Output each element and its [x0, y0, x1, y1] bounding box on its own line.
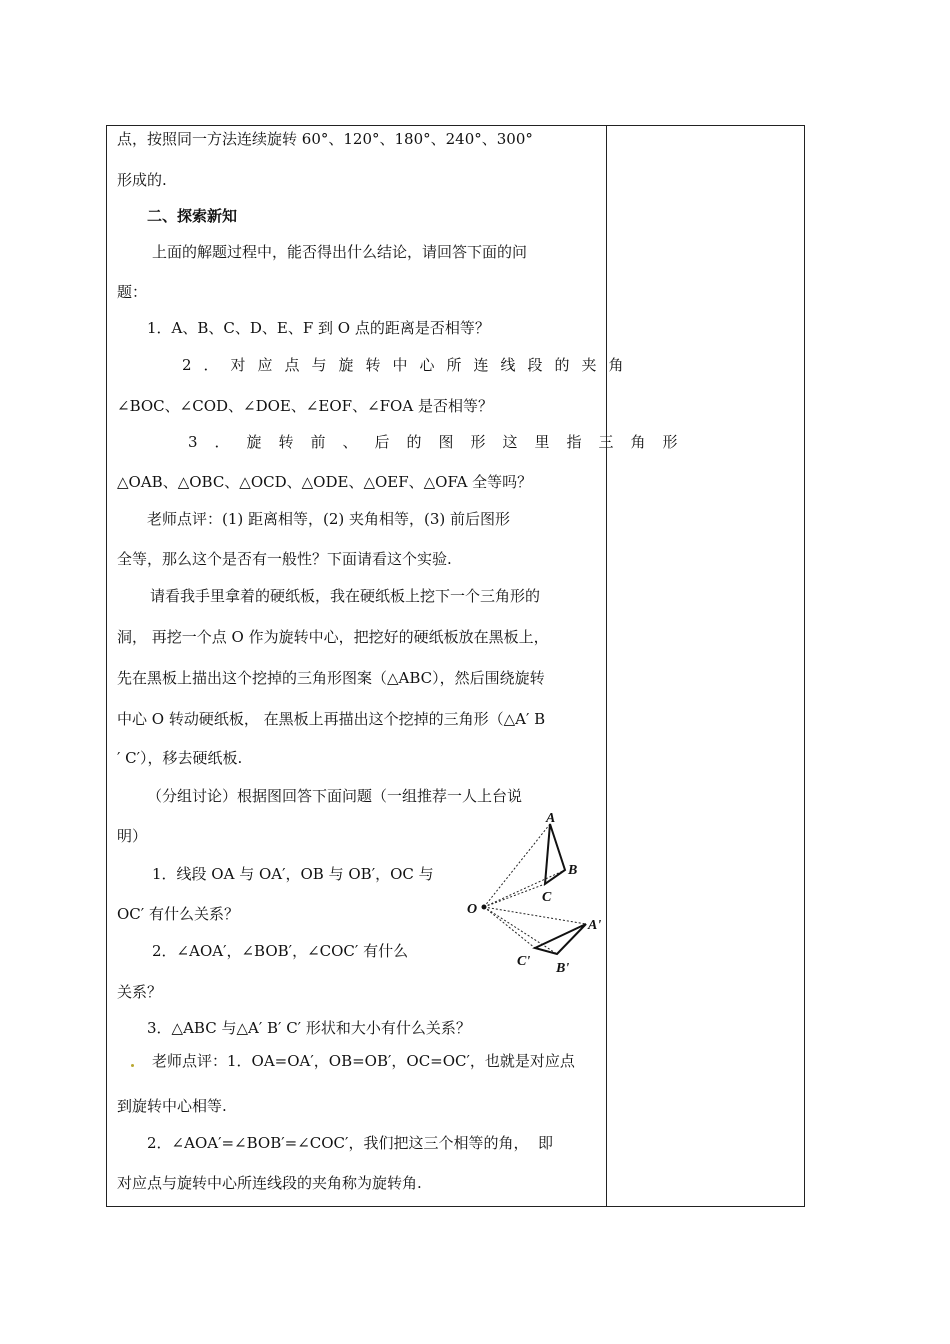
text-line: （分组讨论）根据图回答下面问题（一组推荐一人上台说 [147, 787, 523, 805]
label-B: B [568, 863, 578, 878]
text-line: ′ C′），移去硬纸板. [117, 749, 243, 767]
table-column-divider [606, 125, 607, 1207]
text-line: ∠BOC、∠COD、∠DOE、∠EOF、∠FOA 是否相等？ [117, 397, 493, 415]
segment-OA [484, 824, 550, 907]
teacher-comment: 老师点评：(1) 距离相等，(2) 夹角相等，(3) 前后图形 [147, 510, 511, 528]
text-line: 关系？ [117, 983, 163, 1001]
label-A-prime: A' [588, 918, 602, 933]
text-line: OC′ 有什么关系？ [117, 905, 239, 923]
text-line: 点，按照同一方法连续旋转 60°、120°、180°、240°、300° [117, 130, 533, 148]
question-item: 1．A、B、C、D、E、F 到 O 点的距离是否相等？ [147, 319, 490, 337]
text-line: △OAB、△OBC、△OCD、△ODE、△OEF、△OFA 全等吗？ [117, 473, 533, 491]
segment-OA-prime [484, 907, 586, 924]
segment-OC-prime [484, 907, 535, 948]
text-line: 题： [117, 283, 148, 301]
question-item: 3．旋转前、后的图形这里指三角形 [188, 433, 695, 451]
label-C: C [542, 890, 552, 905]
center-point-O [482, 905, 487, 910]
label-C-prime: C' [517, 954, 531, 969]
triangle-A-prime-B-prime-C-prime [535, 924, 586, 954]
discussion-question: 2．∠AOA′，∠BOB′，∠COC′ 有什么 [152, 942, 409, 960]
rotation-figure [462, 812, 606, 980]
label-A: A [546, 812, 556, 826]
label-B-prime: B' [556, 961, 570, 976]
teacher-comment: 老师点评：1．OA=OA′，OB=OB′，OC=OC′，也就是对应点 [152, 1052, 575, 1070]
dot-mark [131, 1064, 134, 1067]
text-line: 请看我手里拿着的硬纸板，我在硬纸板上挖下一个三角形的 [150, 587, 541, 605]
text-line: 洞， 再挖一个点 O 作为旋转中心，把挖好的硬纸板放在黑板上， [117, 628, 549, 646]
text-line: 到旋转中心相等. [117, 1097, 227, 1115]
text-line: 上面的解题过程中，能否得出什么结论，请回答下面的问 [152, 243, 528, 261]
question-item: 2．对应点与旋转中心所连线段的夹角 [182, 356, 636, 374]
label-O: O [467, 902, 478, 917]
text-line: 对应点与旋转中心所连线段的夹角称为旋转角. [117, 1174, 422, 1192]
discussion-question: 3．△ABC 与△A′ B′ C′ 形状和大小有什么关系？ [147, 1019, 471, 1037]
text-line: 形成的. [117, 171, 167, 189]
text-line: 2．∠AOA′=∠BOB′=∠COC′，我们把这三个相等的角， 即 [147, 1134, 553, 1152]
lesson-table [106, 125, 805, 1207]
discussion-question: 1．线段 OA 与 OA′，OB 与 OB′，OC 与 [152, 865, 434, 883]
text-line: 全等，那么这个是否有一般性？下面请看这个实验. [117, 550, 452, 568]
section-heading: 二、探索新知 [147, 207, 238, 225]
segment-OC [484, 884, 545, 907]
text-line: 明） [117, 827, 148, 845]
text-line: 中心 O 转动硬纸板， 在黑板上再描出这个挖掉的三角形（△A′ B [117, 710, 546, 728]
text-line: 先在黑板上描出这个挖掉的三角形图案（△ABC），然后围绕旋转 [117, 669, 545, 687]
segment-OB-prime [484, 907, 557, 954]
segment-OB [484, 870, 565, 907]
